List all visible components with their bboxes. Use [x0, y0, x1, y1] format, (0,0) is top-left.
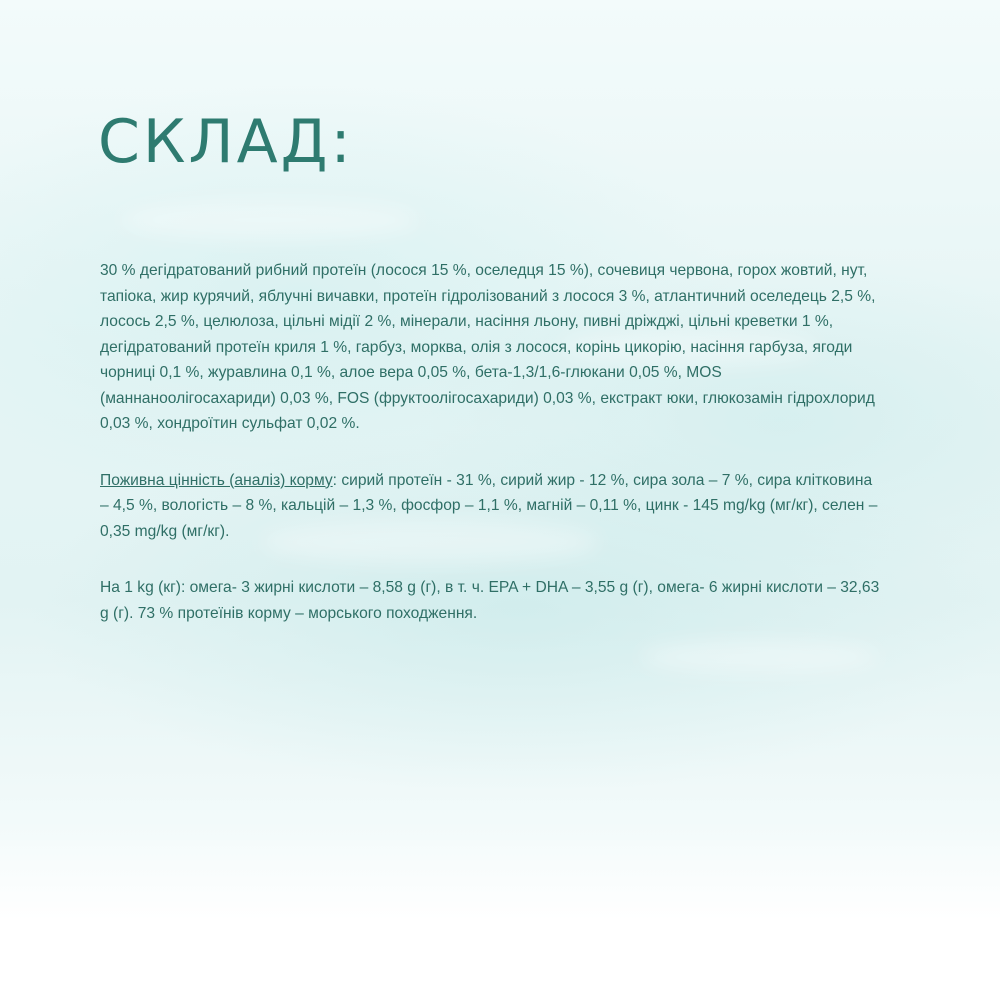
nutrition-paragraph [100, 468, 880, 545]
composition-content [100, 258, 880, 657]
page-title: СКЛАД: [98, 107, 354, 177]
nutrition-heading: Поживна цінність (аналіз) корму [100, 471, 333, 489]
per-kg-paragraph: На 1 kg (кг): омега- 3 жирні кислоти – 8,58 g (г), в т. ч. EPA + DHA – 3,55 g (г), омега- 6 жирні кислоти – 32,63 g (г). 73 % протеїнів корму – морського походження. [100, 579, 880, 622]
water-ripple [120, 200, 420, 240]
composition-paragraph: 30 % дегідратований рибний протеїн (лосося 15 %, оселедця 15 %), сочевиця червона, горох жовтий, нут, тапіока, жир курячий, яблучні вичавки, протеїн гідролізований з лосося 3 %, атлантичний оселедець 2,5 %, лосось 2,5 %, целюлоза, цільні мідії 2 %, мінерали, насіння льону, пивні дріжджі, цільні креветки 1 %, дегідратований протеїн криля 1 %, гарбуз, морква, олія з лосося, корінь цикорію, насіння гарбуза, ягоди чорниці 0,1 %, журавлина 0,1 %, алое вера 0,05 %, бета-1,3/1,6-глюкани 0,05 %, MOS (маннаноолігосахариди) 0,03 %, FOS (фруктоолігосахариди) 0,03 %, екстракт юки, глюкозамін гідрохлорид 0,03 %, хондроїтин сульфат 0,02 %. [100, 262, 876, 432]
nutrition-text: : сирий протеїн - 31 %, сирий жир - 12 %, сира зола – 7 %, сира клітковина – 4,5 %, вологість – 8 %, кальцій – 1,3 %, фосфор – 1,1 %, магній – 0,11 %, цинк - 145 mg/kg (мг/кг), селен – 0,35 mg/kg (мг/кг). [100, 471, 878, 540]
